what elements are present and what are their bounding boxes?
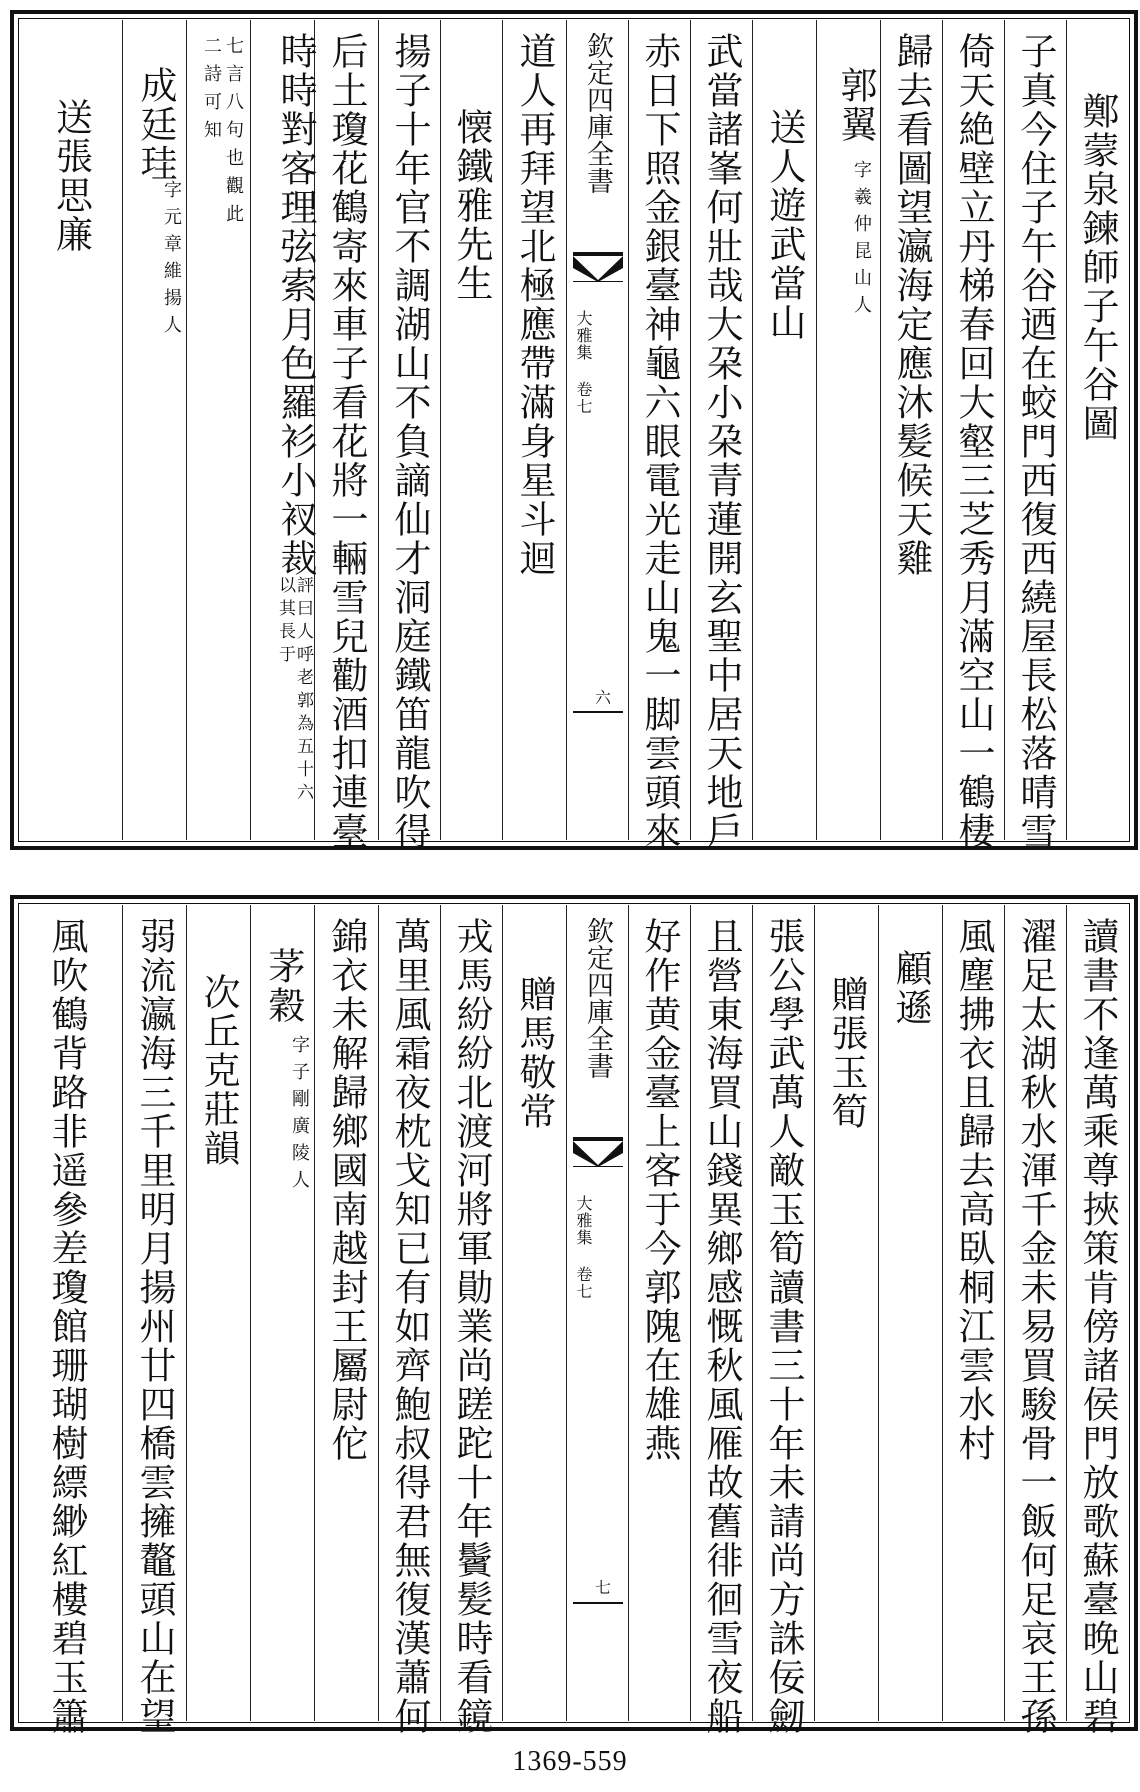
poem-line: 揚子十年官不調湖山不負謫仙才洞庭鐵笛龍吹得	[388, 32, 431, 851]
lower-page	[10, 895, 1138, 1736]
fishtail-ornament-icon	[573, 1137, 623, 1167]
text-column	[878, 905, 942, 1721]
center-fold-column	[566, 905, 628, 1721]
author-name: 顧遜	[889, 949, 932, 1027]
text-column	[502, 905, 566, 1721]
commentary-note: 評曰人呼老郭為五十六以其長于	[275, 576, 313, 806]
poem-line: 子真今住子午谷迺在蛟門西復西繞屋長松落晴雪	[1014, 32, 1057, 851]
text-column	[250, 20, 317, 840]
text-column	[690, 905, 752, 1736]
commentary-note: 七言八句也觀此二詩可知	[201, 36, 244, 232]
text-column	[752, 20, 816, 840]
center-fold-column	[566, 20, 628, 840]
poem-line: 風塵拂衣且歸去高臥桐江雲水村	[952, 917, 995, 1463]
text-column	[186, 20, 250, 840]
poem-line: 濯足太湖秋水渾千金未易買駿骨一飯何足哀王孫	[1014, 917, 1057, 1736]
poem-line: 道人再拜望北極應帶滿身星斗迴	[513, 32, 556, 578]
text-column	[1004, 905, 1066, 1736]
text-column	[378, 905, 440, 1736]
author-note: 字子剛廣陵人	[289, 1035, 310, 1197]
text-column	[752, 905, 814, 1736]
poem-line: 張公學武萬人敵玉筍讀書三十年未請尚方誅佞劒	[762, 917, 805, 1736]
poem-line: 歸去看圖望瀛海定應沐髪候天雞	[890, 32, 933, 578]
text-column	[628, 20, 690, 851]
upper-page	[10, 10, 1138, 850]
text-column	[1066, 20, 1128, 840]
fishtail-ornament-icon	[573, 1601, 623, 1621]
poem-line: 錦衣未解歸鄉國南越封王屬尉佗	[325, 917, 368, 1463]
poem-title: 送張思廉	[49, 98, 93, 254]
text-column	[880, 20, 942, 840]
author-note: 字羲仲昆山人	[851, 160, 872, 322]
text-column	[314, 905, 378, 1721]
text-column	[440, 20, 502, 840]
poem-title: 贈馬敬常	[513, 975, 556, 1131]
text-column	[690, 20, 752, 851]
poem-line: 后土瓊花鶴寄來車子看花將一輛雪兒勸酒扣連臺	[325, 32, 368, 851]
poem-line: 讀書不逢萬乘尊挾策肯傍諸侯門放歌蘇臺晚山碧	[1076, 917, 1119, 1736]
text-column	[1066, 905, 1128, 1736]
page-number-mark: 七	[595, 1578, 612, 1597]
text-column	[440, 905, 502, 1736]
volume-label: 大雅集 卷七	[574, 310, 593, 415]
poem-title: 次丘克莊韻	[197, 973, 240, 1168]
author-name: 茅穀	[262, 947, 305, 1025]
poem-line: 萬里風霜夜枕戈知已有如齊鮑叔得君無復漢蕭何	[388, 917, 431, 1736]
reprint-page-number: 1369-559	[512, 1746, 628, 1777]
poem-title: 鄭蒙泉鍊師子午谷圖	[1076, 92, 1119, 443]
poem-line: 戎馬紛紛北渡河將軍勛業尚蹉跎十年鬢髪時看鏡	[450, 917, 493, 1736]
text-column	[20, 20, 122, 840]
page-number-mark: 六	[595, 688, 612, 707]
volume-label: 大雅集 卷七	[574, 1195, 593, 1300]
poem-line: 好作黄金臺上客于今郭隗在雄燕	[638, 917, 681, 1463]
fishtail-ornament-icon	[573, 252, 623, 282]
text-column	[628, 905, 690, 1721]
poem-line: 倚天絶壁立丹梯春回大壑三芝秀月滿空山一鶴棲	[952, 32, 995, 851]
poem-line: 時時對客理弦索月色羅衫小衩裁	[274, 32, 317, 578]
text-column	[122, 20, 186, 840]
poem-line: 且營東海買山錢異鄉感慨秋風雁故舊徘徊雪夜船	[700, 917, 743, 1736]
text-column	[502, 20, 566, 840]
text-column	[250, 905, 314, 1721]
author-name: 成廷珪	[134, 66, 177, 183]
fishtail-ornament-icon	[573, 710, 623, 730]
poem-line: 弱流瀛海三千里明月揚州廿四橋雲擁鼇頭山在望	[133, 917, 176, 1736]
text-column	[814, 905, 878, 1721]
text-column	[816, 20, 880, 840]
poem-title: 贈張玉筍	[825, 975, 868, 1131]
poem-line: 武當諸峯何壯哉大朶小朶青蓮開玄聖中居天地戶	[700, 32, 743, 851]
text-column	[20, 905, 122, 1736]
text-column	[942, 905, 1004, 1721]
author-note: 字元章維揚人	[161, 180, 182, 342]
text-column	[942, 20, 1004, 851]
poem-title: 懐鐵雅先生	[450, 108, 493, 303]
author-name: 郭翼	[834, 66, 877, 144]
poem-line: 風吹鶴背路非遥參差瓊館珊瑚樹縹緲紅樓碧玉簫	[45, 917, 88, 1736]
book-title: 欽定四庫全書	[582, 32, 613, 194]
text-column	[314, 20, 378, 851]
poem-line: 赤日下照金銀臺神龜六眼電光走山鬼一脚雲頭來	[638, 32, 681, 851]
text-column	[186, 905, 250, 1721]
text-column	[122, 905, 186, 1736]
poem-title: 送人遊武當山	[763, 108, 806, 342]
book-title: 欽定四庫全書	[582, 917, 613, 1079]
text-column	[378, 20, 440, 851]
text-column	[1004, 20, 1066, 851]
